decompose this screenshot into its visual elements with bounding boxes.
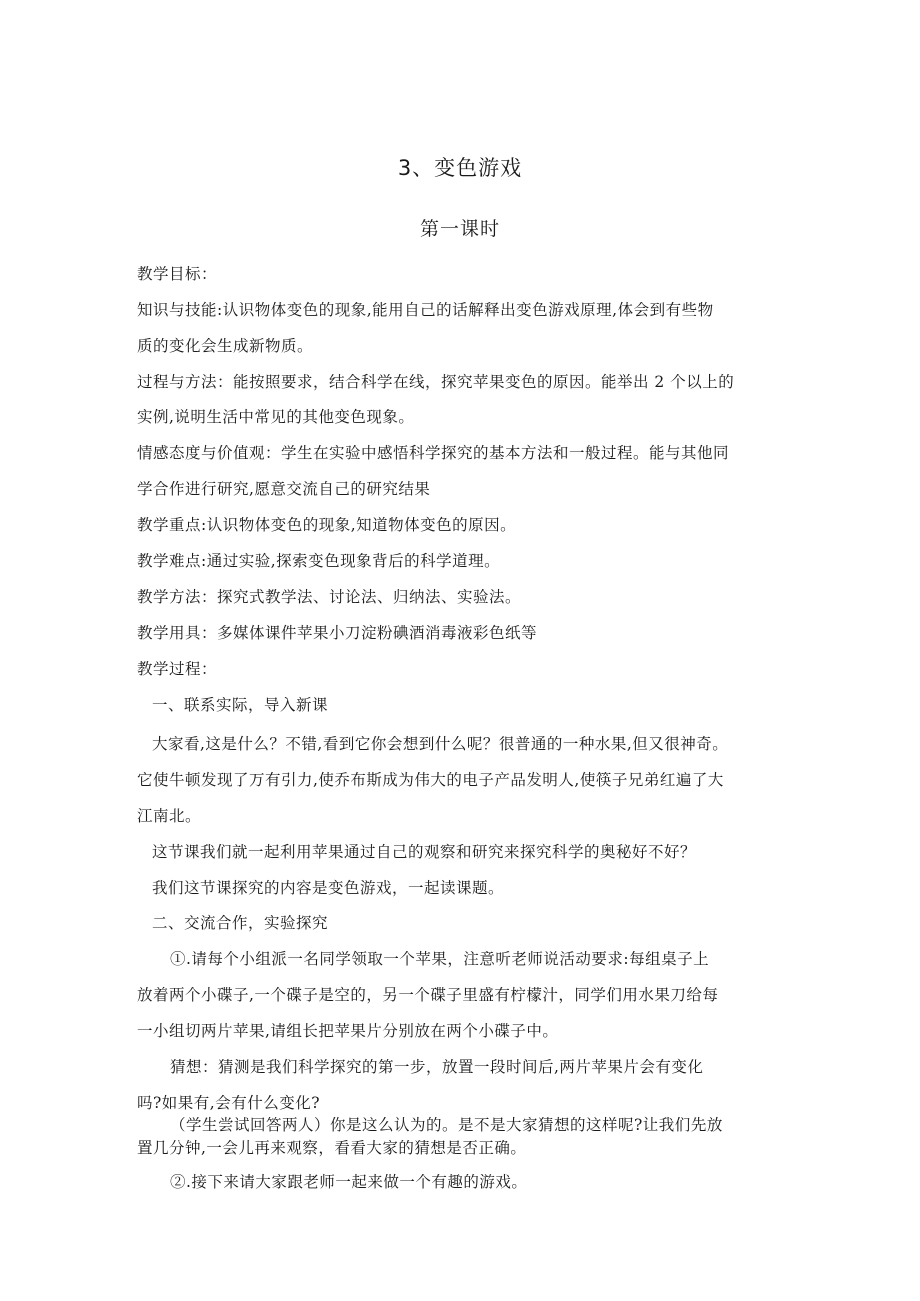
text-line: 质的变化会生成新物质。 [137, 337, 314, 355]
text-line: 江南北。 [137, 807, 202, 825]
text-line: 学合作进行研究,愿意交流自己的研究结果 [137, 480, 431, 498]
text-line: 吗?如果有,会有什么变化? [137, 1094, 321, 1112]
text-line: 放着两个小碟子,一个碟子是空的，另一个碟子里盛有柠檬汁，同学们用水果刀给每 [137, 986, 719, 1004]
text-line: 教学重点:认识物体变色的现象,知道物体变色的原因。 [137, 516, 517, 534]
document-title: 3、变色游戏 [397, 156, 523, 180]
text-line: 猜想：猜测是我们科学探究的第一步，放置一段时间后,两片苹果片会有变化 [170, 1058, 704, 1076]
text-line: 一小组切两片苹果,请组长把苹果片分别放在两个小碟子中。 [137, 1022, 559, 1040]
section-heading: 二、交流合作，实验探究 [152, 914, 329, 932]
text-line: 实例,说明生活中常见的其他变色现象。 [137, 408, 415, 426]
text-line: 教学过程： [137, 660, 218, 678]
text-line: （学生尝试回答两人）你是这么认为的。是不是大家猜想的这样呢?让我们先放 [170, 1116, 723, 1134]
text-line: ②.接下来请大家跟老师一起来做一个有趣的游戏。 [170, 1173, 528, 1191]
text-line: 它使牛顿发现了万有引力,使乔布斯成为伟大的电子产品发明人,使筷子兄弟红遍了大 [137, 771, 724, 789]
text-line: 置几分钟,一会儿再来观察，看看大家的猜想是否正确。 [137, 1139, 527, 1157]
document-subtitle: 第一课时 [419, 218, 500, 240]
text-line: 我们这节课探究的内容是变色游戏，一起读课题。 [152, 879, 505, 897]
text-line: 教学目标： [137, 265, 218, 283]
text-line: ①.请每个小组派一名同学领取一个苹果，注意听老师说活动要求:每组桌子上 [170, 950, 710, 968]
text-line: 大家看,这是什么？不错,看到它你会想到什么呢？很普通的一种水果,但又很神奇。 [152, 735, 729, 753]
text-line: 这节课我们就一起利用苹果通过自己的观察和研究来探究科学的奥秘好不好？ [152, 843, 697, 861]
text-line: 情感态度与价值观：学生在实验中感悟科学探究的基本方法和一般过程。能与其他同 [137, 444, 730, 462]
section-heading: 一、联系实际，导入新课 [152, 696, 329, 714]
text-line: 过程与方法：能按照要求，结合科学在线，探究苹果变色的原因。能举出 2 个以上的 [137, 373, 735, 391]
text-line: 知识与技能:认识物体变色的现象,能用自己的话解释出变色游戏原理,体会到有些物 [137, 301, 714, 319]
text-line: 教学用具：多媒体课件苹果小刀淀粉碘酒消毒液彩色纸等 [137, 624, 538, 642]
text-line: 教学难点:通过实验,探索变色现象背后的科学道理。 [137, 552, 501, 570]
text-line: 教学方法：探究式教学法、讨论法、归纳法、实验法。 [137, 588, 522, 606]
